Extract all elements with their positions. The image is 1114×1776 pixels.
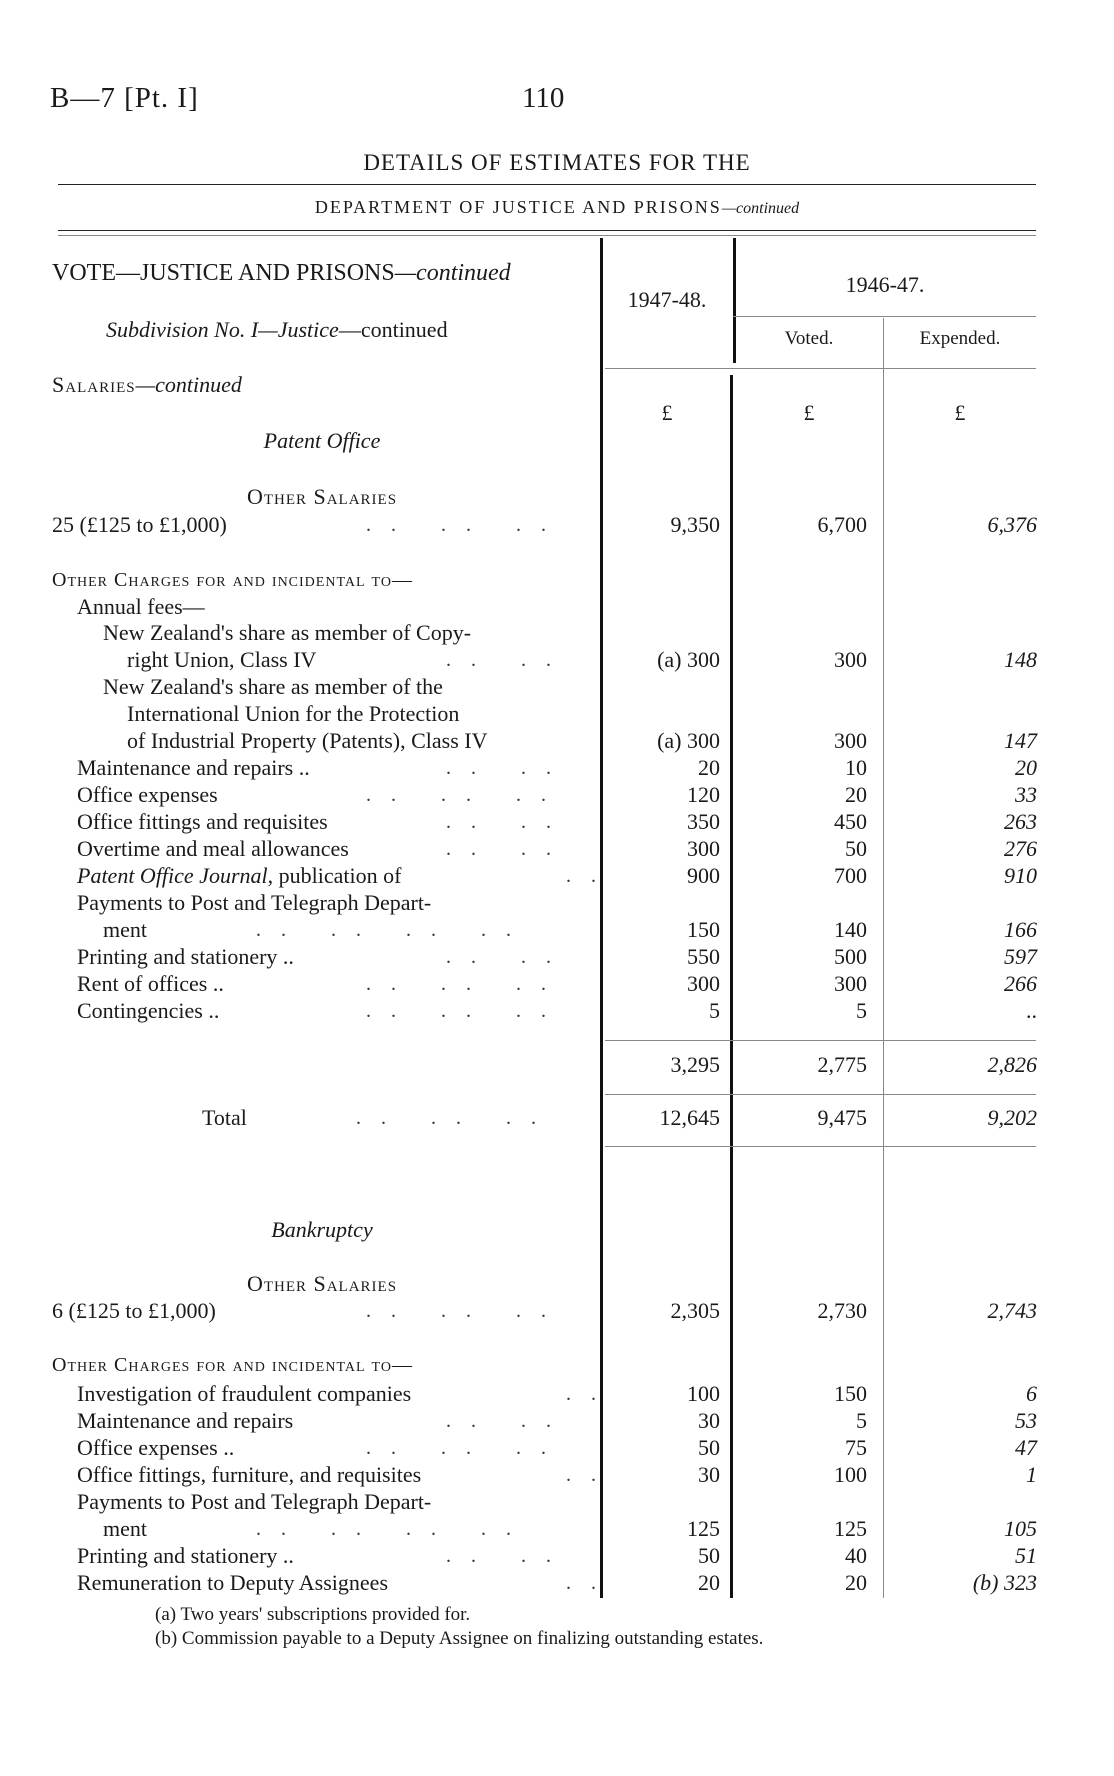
other-salaries-heading: Other Salaries [246, 1271, 398, 1296]
vote-title [52, 260, 511, 287]
total-label: Total [202, 1105, 247, 1130]
value-voted: 2,730 [817, 1298, 867, 1323]
column-head-rule [605, 368, 1036, 369]
value-1947-48: 9,350 [670, 512, 720, 537]
page-number: 110 [522, 82, 565, 114]
dot-leader: .. .. [446, 649, 571, 671]
dot-leader: .. .. .. [366, 784, 566, 806]
total-expended: 9,202 [987, 1105, 1037, 1130]
subtitle-main: DEPARTMENT OF JUSTICE AND PRISONS [314, 197, 722, 217]
value-voted: 700 [834, 863, 867, 888]
subtotal-expended: 2,826 [987, 1052, 1037, 1077]
header-rule-bottom [58, 235, 1036, 236]
value-1947-48: 125 [687, 1516, 720, 1541]
dot-leader: .. .. .. [366, 973, 566, 995]
dot-leader: .. .. .. [366, 1000, 566, 1022]
row-label: Remuneration to Deputy Assignees [77, 1570, 389, 1595]
dot-leader: .. .. .. .. [256, 919, 531, 941]
value-1947-48: 50 [698, 1543, 720, 1568]
value-expended: 20 [1015, 755, 1037, 780]
row-label: Maintenance and repairs .. [77, 755, 310, 780]
row-label-italic: Patent Office Journal [77, 863, 268, 888]
page-title: DETAILS OF ESTIMATES FOR THE [363, 150, 751, 175]
dot-leader: .. .. [446, 757, 571, 779]
other-charges-heading: Other Charges for and incidental to— [52, 569, 413, 591]
value-voted: 10 [845, 755, 867, 780]
value-voted: 125 [834, 1516, 867, 1541]
value-1947-48: (a) 300 [657, 647, 720, 672]
subdivision-title-continued: —continued [338, 317, 448, 342]
row-label: Printing and stationery .. [77, 1543, 294, 1568]
subtitle-continued: —continued [721, 200, 800, 217]
value-1947-48: 5 [709, 998, 720, 1023]
dot-leader: .. .. .. .. [256, 1518, 531, 1540]
value-expended: 266 [1004, 971, 1037, 996]
row-label-line1: New Zealand's share as member of the [103, 674, 443, 699]
value-voted: 5 [856, 998, 867, 1023]
dot-leader: .. .. [446, 811, 571, 833]
row-label [77, 863, 401, 889]
value-1947-48: 100 [687, 1381, 720, 1406]
dot-leader: .. [566, 865, 616, 887]
row-label: Office fittings, furniture, and requisites [77, 1462, 422, 1487]
value-expended: 166 [1004, 917, 1037, 942]
row-label: Office expenses .. [77, 1435, 235, 1460]
value-expended: 51 [1015, 1543, 1037, 1568]
row-label: Office fittings and requisites [77, 809, 328, 834]
dot-leader: .. [566, 1464, 616, 1486]
other-charges-heading: Other Charges for and incidental to— [52, 1354, 413, 1376]
page-subtitle [0, 197, 1114, 218]
value-voted: 300 [834, 728, 867, 753]
row-label-rest: , publication of [267, 863, 402, 888]
subtotal-rule-top [605, 1040, 1036, 1041]
value-1947-48: 20 [698, 755, 720, 780]
title-rule [58, 184, 1036, 185]
value-1947-48: 50 [698, 1435, 720, 1460]
value-expended: 33 [1015, 782, 1037, 807]
currency-symbol-voted: £ [803, 400, 815, 425]
row-label-line2: right Union, Class IV [127, 647, 317, 672]
value-expended: 276 [1004, 836, 1037, 861]
value-expended: 263 [1004, 809, 1037, 834]
vote-title-continued: —continued [394, 260, 511, 286]
column-header-1946-47: 1946-47. [845, 272, 925, 297]
section-heading-bankruptcy: Bankruptcy [271, 1217, 373, 1242]
value-expended: 2,743 [987, 1298, 1037, 1323]
value-1947-48: 550 [687, 944, 720, 969]
dot-leader: .. .. .. [356, 1107, 556, 1129]
value-expended: 148 [1004, 647, 1037, 672]
row-label-line1: Payments to Post and Telegraph Depart- [77, 890, 432, 915]
column-divider-2 [730, 375, 733, 1598]
row-label: Overtime and meal allowances [77, 836, 349, 861]
dot-leader: .. .. [446, 1545, 571, 1567]
value-voted: 40 [845, 1543, 867, 1568]
value-expended: 597 [1004, 944, 1037, 969]
value-1947-48: 300 [687, 971, 720, 996]
value-voted: 450 [834, 809, 867, 834]
subtotal-voted: 2,775 [817, 1052, 867, 1077]
total-rule [605, 1146, 1036, 1147]
value-1947-48: 20 [698, 1570, 720, 1595]
row-label: Contingencies .. [77, 998, 220, 1023]
salaries-heading-main: Salaries [52, 372, 136, 397]
subdivision-title [106, 317, 448, 343]
value-voted: 20 [845, 782, 867, 807]
row-label-line2: International Union for the Protection [127, 701, 460, 726]
dot-leader: .. .. .. [366, 514, 566, 536]
value-voted: 140 [834, 917, 867, 942]
header-rule-top [58, 230, 1036, 231]
value-voted: 150 [834, 1381, 867, 1406]
value-expended: 53 [1015, 1408, 1037, 1433]
total-1947-48: 12,645 [659, 1105, 720, 1130]
row-label: Investigation of fraudulent companies [77, 1381, 412, 1406]
row-label: Printing and stationery .. [77, 944, 294, 969]
row-label: Office expenses [77, 782, 218, 807]
column-header-voted: Voted. [784, 328, 834, 349]
group-head-rule [733, 316, 1036, 317]
dot-leader: .. .. .. [366, 1300, 566, 1322]
value-expended: 1 [1026, 1462, 1037, 1487]
other-salaries-heading: Other Salaries [246, 484, 398, 509]
value-1947-48: 150 [687, 917, 720, 942]
subdivision-title-main: Subdivision No. I—Justice [106, 317, 339, 342]
value-1947-48: 350 [687, 809, 720, 834]
value-voted: 50 [845, 836, 867, 861]
subtotal-1947-48: 3,295 [670, 1052, 720, 1077]
footnote-a: (a) Two years' subscriptions provided for. [155, 1604, 471, 1625]
column-header-expended: Expended. [919, 328, 1001, 349]
value-voted: 75 [845, 1435, 867, 1460]
column-divider-3 [883, 318, 884, 1598]
value-voted: 500 [834, 944, 867, 969]
value-1947-48: 120 [687, 782, 720, 807]
value-expended: 6 [1026, 1381, 1037, 1406]
value-expended: 105 [1004, 1516, 1037, 1541]
row-label: 6 (£125 to £1,000) [52, 1298, 216, 1323]
value-expended: (b) 323 [972, 1570, 1037, 1595]
row-label-line1: New Zealand's share as member of Copy- [103, 620, 472, 645]
dot-leader: .. [566, 1572, 616, 1594]
value-1947-48: 30 [698, 1462, 720, 1487]
row-label-line2: ment [103, 1516, 147, 1541]
value-1947-48: 300 [687, 836, 720, 861]
document-code: B—7 [Pt. I] [50, 82, 199, 114]
row-label: Maintenance and repairs [77, 1408, 294, 1433]
row-label: 25 (£125 to £1,000) [52, 512, 227, 537]
value-expended: .. [1026, 998, 1037, 1023]
vote-title-main: VOTE—JUSTICE AND PRISONS [52, 260, 395, 286]
value-voted: 20 [845, 1570, 867, 1595]
dot-leader: .. [566, 1383, 616, 1405]
total-voted: 9,475 [817, 1105, 867, 1130]
dot-leader: .. .. [446, 946, 571, 968]
row-label-line1: Payments to Post and Telegraph Depart- [77, 1489, 432, 1514]
dot-leader: .. .. .. [366, 1437, 566, 1459]
row-label-line3: of Industrial Property (Patents), Class IV [127, 728, 488, 753]
value-1947-48: (a) 300 [657, 728, 720, 753]
value-expended: 6,376 [987, 512, 1037, 537]
row-label: Rent of offices .. [77, 971, 224, 996]
value-1947-48: 30 [698, 1408, 720, 1433]
value-expended: 910 [1004, 863, 1037, 888]
value-voted: 6,700 [817, 512, 867, 537]
subtotal-rule-bottom [605, 1094, 1036, 1095]
value-1947-48: 2,305 [670, 1298, 720, 1323]
value-voted: 100 [834, 1462, 867, 1487]
dot-leader: .. .. [446, 1410, 571, 1432]
value-voted: 300 [834, 971, 867, 996]
value-voted: 300 [834, 647, 867, 672]
section-heading-patent-office: Patent Office [263, 428, 381, 453]
salaries-heading-continued: —continued [135, 372, 242, 397]
column-header-1947-48: 1947-48. [627, 287, 707, 312]
currency-symbol-expended: £ [954, 400, 966, 425]
currency-symbol-1947-48: £ [661, 400, 673, 425]
value-expended: 147 [1004, 728, 1037, 753]
row-label-line2: ment [103, 917, 147, 942]
annual-fees-heading: Annual fees— [77, 594, 205, 619]
dot-leader: .. .. [446, 838, 571, 860]
value-expended: 47 [1015, 1435, 1037, 1460]
value-voted: 5 [856, 1408, 867, 1433]
salaries-heading [52, 372, 242, 398]
value-1947-48: 900 [687, 863, 720, 888]
footnote-b: (b) Commission payable to a Deputy Assignee on finalizing outstanding estates. [155, 1628, 764, 1649]
